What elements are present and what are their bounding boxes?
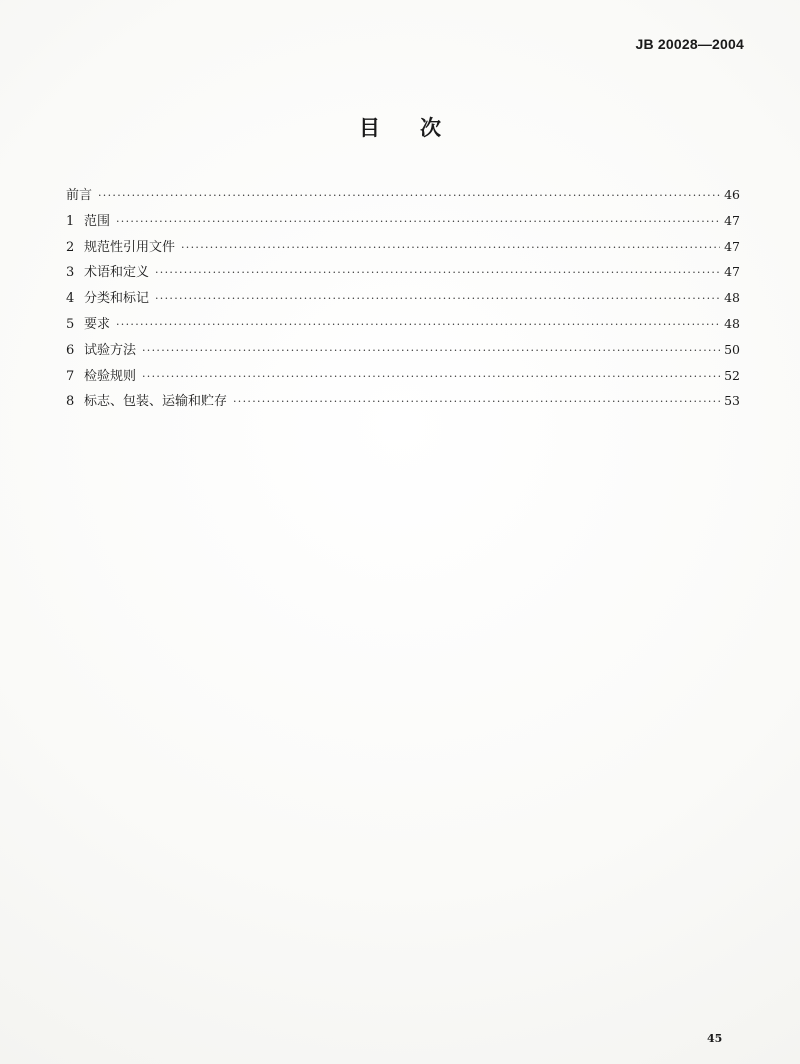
toc-entry-page: 53 [724, 393, 740, 409]
toc-entry-page: 52 [724, 367, 740, 383]
toc-entry-page: 47 [724, 264, 740, 280]
toc-entry-label: 前言 [66, 188, 93, 203]
toc-leader-dots [98, 189, 720, 202]
toc-entry-number: 8 [66, 394, 75, 410]
toc-entry-number: 4 [66, 291, 75, 307]
toc-leader-dots [233, 395, 720, 408]
toc-entry-number: 7 [66, 368, 75, 384]
toc-entry-label: 试验方法 [84, 342, 137, 358]
toc-leader-dots [116, 318, 720, 331]
toc-entry-label: 要求 [84, 316, 111, 332]
toc-entry-number: 3 [66, 265, 75, 281]
toc-entry-page: 46 [724, 187, 740, 202]
toc-entry-page: 48 [724, 290, 740, 306]
toc-title-char-2: 次 [420, 116, 441, 140]
toc-entry-1[interactable] [66, 210, 740, 236]
toc-entry-page: 47 [724, 212, 740, 228]
toc-leader-dots [155, 292, 720, 305]
toc-entry-label: 术语和定义 [84, 265, 150, 281]
toc-leader-dots [142, 370, 720, 383]
toc-leader-dots [155, 266, 720, 279]
toc-leader-dots [181, 241, 720, 254]
standard-code: JB 20028—2004 [635, 36, 744, 52]
toc-entry-8[interactable] [66, 390, 740, 416]
toc-entry-7[interactable] [66, 365, 740, 391]
toc-entry-number: 2 [66, 239, 75, 255]
table-of-contents [66, 184, 740, 416]
toc-entry-foreword[interactable] [66, 184, 740, 210]
toc-entry-4[interactable] [66, 287, 740, 313]
toc-entry-label: 范围 [84, 213, 111, 229]
toc-entry-number: 6 [66, 342, 75, 358]
toc-entry-page: 47 [724, 238, 740, 254]
toc-entry-label: 规范性引用文件 [84, 239, 176, 255]
toc-title [0, 112, 800, 142]
toc-entry-page: 48 [724, 315, 740, 331]
toc-entry-number: 1 [66, 213, 75, 229]
toc-entry-label: 检验规则 [84, 368, 137, 384]
toc-leader-dots [116, 215, 720, 228]
toc-title-char-1: 目 [359, 116, 380, 140]
toc-entry-5[interactable] [66, 313, 740, 339]
toc-entry-2[interactable] [66, 236, 740, 262]
page-number: 45 [707, 1032, 723, 1045]
toc-leader-dots [142, 344, 720, 357]
toc-entry-label: 标志、包装、运输和贮存 [84, 394, 228, 410]
toc-entry-page: 50 [724, 341, 740, 357]
toc-entry-number: 5 [66, 316, 75, 332]
toc-entry-6[interactable] [66, 339, 740, 365]
toc-entry-label: 分类和标记 [84, 291, 150, 307]
toc-entry-3[interactable] [66, 261, 740, 287]
